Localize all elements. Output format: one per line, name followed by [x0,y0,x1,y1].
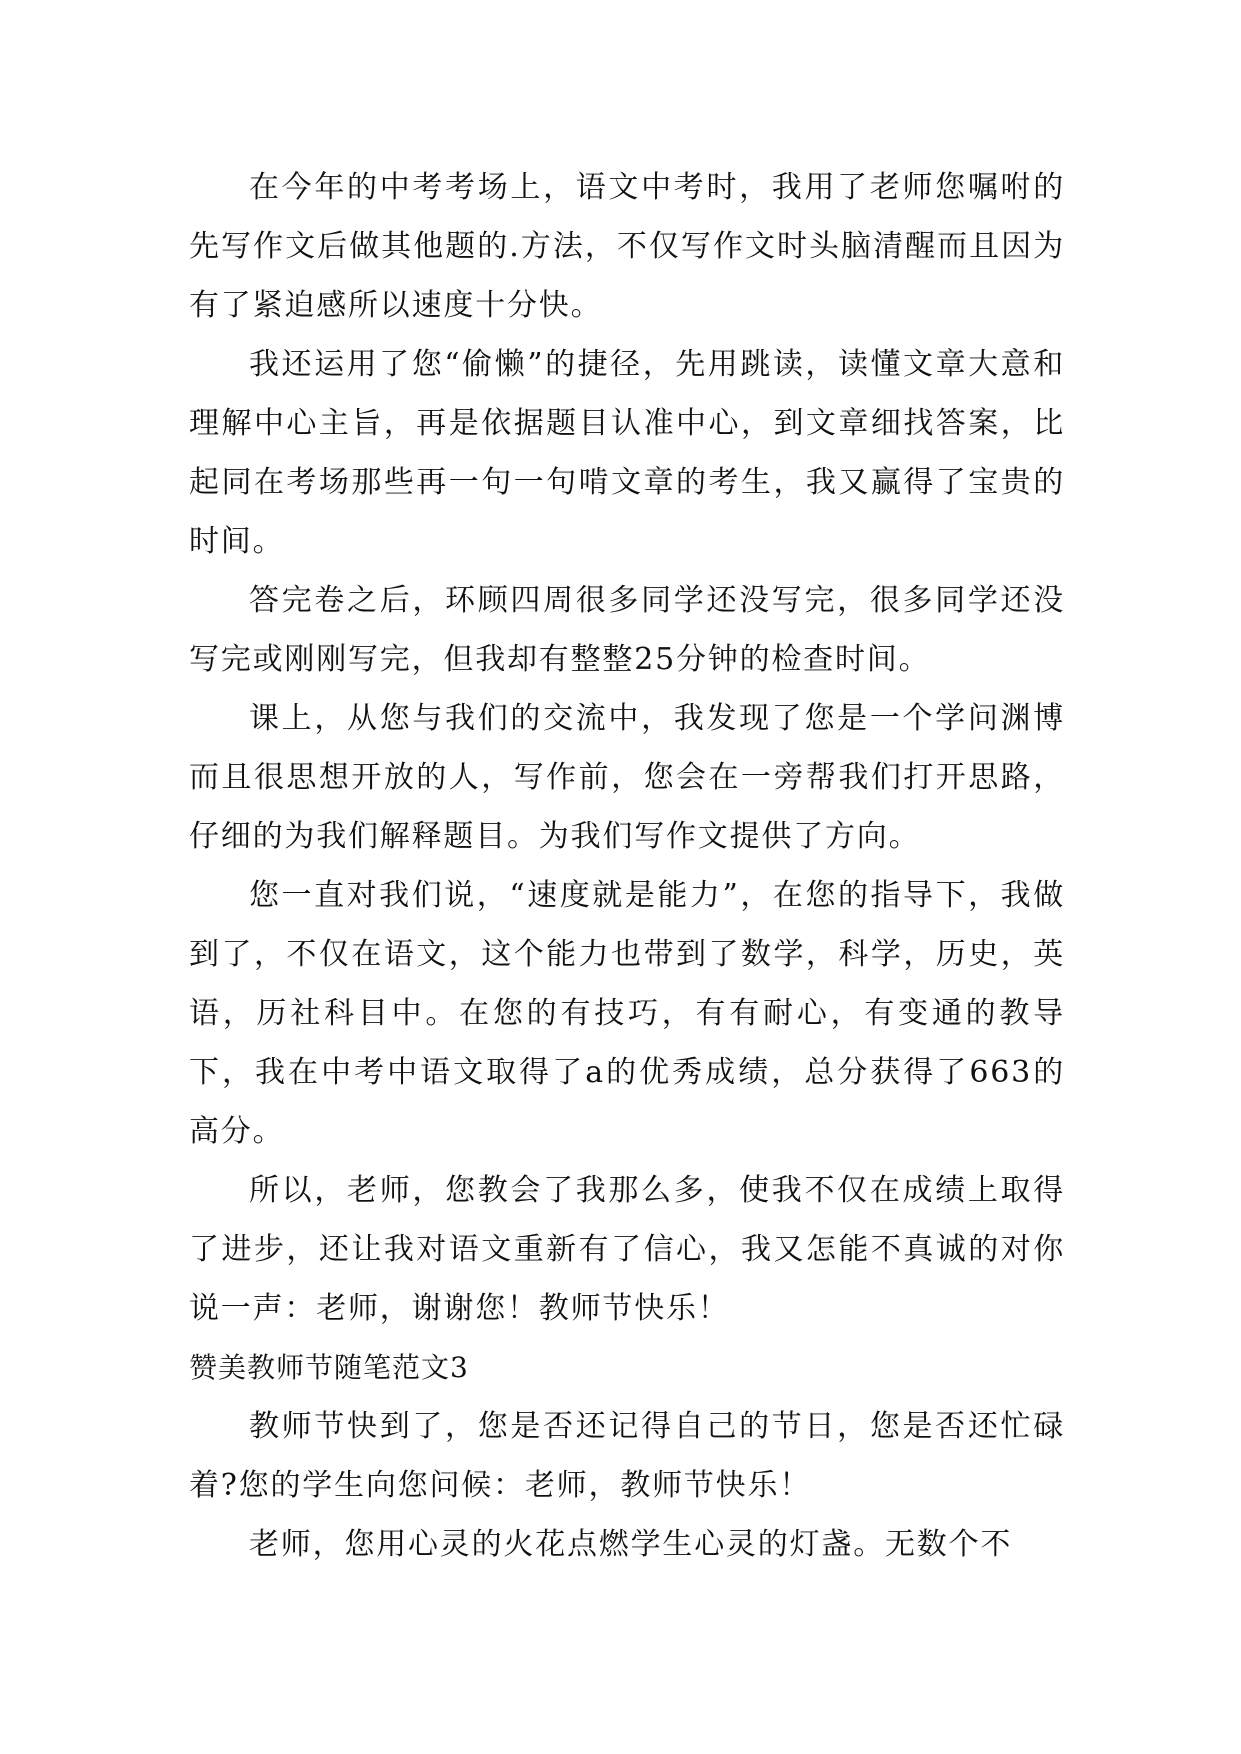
paragraph-speed-is-ability: 您一直对我们说，“速度就是能力”，在您的指导下，我做到了，不仅在语文，这个能力也带到了数学，科学，历史，英语，历社科目中。在您的有技巧，有有耐心，有变通的教导下，我在中考中语文取得了a的优秀成绩，总分获得了663的高分。 [189,878,1065,1149]
paragraph-thank-you-teacher: 所以，老师，您教会了我那么多，使我不仅在成绩上取得了进步，还让我对语文重新有了信心，我又怎能不真诚的对你说一声：老师，谢谢您！教师节快乐！ [189,1173,1065,1326]
paragraph-checking-time: 答完卷之后，环顾四周很多同学还没写完，很多同学还没写完或刚刚写完，但我却有整整25分钟的检查时间。 [189,583,1065,677]
paragraph-classroom-exchange: 课上，从您与我们的交流中，我发现了您是一个学问渊博而且很思想开放的人，写作前，您会在一旁帮我们打开思路，仔细的为我们解释题目。为我们写作文提供了方向。 [189,701,1065,854]
paragraph-skimming-shortcut: 我还运用了您“偷懒”的捷径，先用跳读，读懂文章大意和理解中心主旨，再是依据题目认准中心，到文章细找答案，比起同在考场那些再一句一句啃文章的考生，我又赢得了宝贵的时间。 [189,347,1065,559]
paragraph-exam-writing-method: 在今年的中考考场上，语文中考时，我用了老师您嘱咐的先写作文后做其他题的.方法，不仅写作文时头脑清醒而且因为有了紧迫感所以速度十分快。 [189,170,1065,323]
paragraph-teachers-day-greeting: 教师节快到了，您是否还记得自己的节日，您是否还忙碌着?您的学生向您问候：老师，教师节快乐！ [189,1409,1065,1503]
paragraph-spark-of-soul: 老师，您用心灵的火花点燃学生心灵的灯盏。无数个不 [249,1527,1013,1562]
document-body [189,158,1065,1574]
section-heading: 赞美教师节随笔范文3 [189,1351,469,1384]
